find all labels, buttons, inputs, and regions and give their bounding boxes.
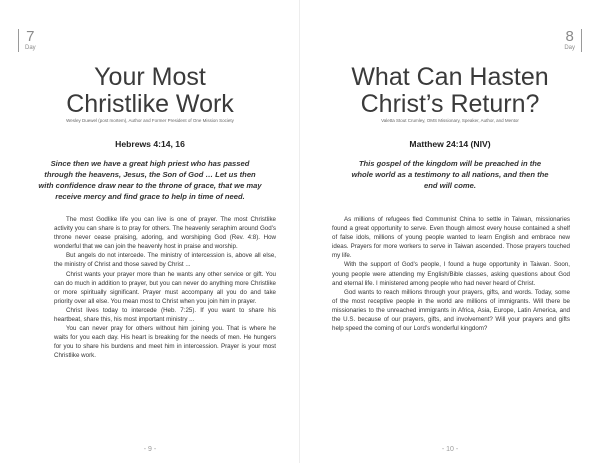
body-paragraph: But angels do not intercede. The ministry of intercession is, above all else, the ministry of Christ and those saved by Christ ... (54, 252, 276, 269)
title-line-1: What Can Hasten (351, 63, 549, 91)
body-paragraph: God wants to reach millions through your prayers, gifts, and words. Today, some of the most receptive people in the world are millions of immigrants. Will there be missionaries to the unreached immigrants in Africa, Asia, Europe, Latin America, and the U.S. because of our prayers, gifts, and involvement? Will your prayers and gifts help speed the coming of our Lord’s wonderful kingdom? (332, 288, 570, 333)
page-number: - 10 - (441, 446, 459, 453)
day-label: Day (564, 45, 575, 51)
body-paragraph: You can never pray for others without him joining you. That is where he waits for you each day. His heart is breaking for the needs of men. He hungers for you to share his burdens and meet him in intercession. Prayer is your most Christlike work. (54, 325, 276, 360)
scripture-reference: Matthew 24:14 (NIV) (409, 139, 491, 149)
body-paragraph: As millions of refugees fled Communist China to settle in Taiwan, missionaries found a great opportunity to serve. Even though almost every house contained a shelf of false idols, millions of young people wanted to learn English and embrace new ideas. Prayers for more workers to serve in Taiwan ascended. Those prayers touched my life. (332, 216, 570, 260)
body-paragraph: Christ wants your prayer more than he wants any other service or gift. You can do much in addition to prayer, but you can never do anything more Christlike or more spiritually significant. Prayer must accompany all you do and take priority over all else. You mean most to Christ when you join him in prayer. (54, 270, 276, 305)
devotional-title (0, 64, 300, 118)
devotional-body (332, 215, 570, 333)
author-credit: Valetta Stout Crumley, OMS Missionary, Speaker, Author, and Mentor (381, 118, 519, 123)
title-line-2: Christ’s Return? (360, 90, 540, 118)
devotional-body (54, 215, 276, 361)
body-paragraph: Christ lives today to intercede (Heb. 7:25). If you want to share his heartbeat, share this, his most important ministry ... (54, 306, 276, 324)
body-paragraph: With the support of God’s people, I found a huge opportunity in Taiwan. Soon, young people were attending my English/Bible classes, asking questions about God and eternal life. I ministered among people who had never heard of Christ. (332, 261, 570, 287)
day-number: 7 (26, 28, 35, 45)
scripture-quote: Since then we have a great high priest who has passed through the heavens, Jesus, the Son of God … Let us then with confidence draw near to the throne of grace, that we may receive mercy and find grace to help in time of need. (38, 159, 262, 201)
day-label: Day (25, 45, 36, 51)
day-marker (18, 29, 36, 52)
devotional-title (300, 64, 600, 118)
scripture-quote: This gospel of the kingdom will be preached in the whole world as a testimony to all nations, and then the end will come. (351, 159, 549, 190)
scripture-reference: Hebrews 4:14, 16 (115, 139, 185, 149)
page-number: - 9 - (143, 446, 157, 453)
day-marker (564, 29, 582, 52)
body-paragraph: The most Godlike life you can live is one of prayer. The most Christlike activity you can share is to pray for others. The heavenly seraphim around God’s throne never cease praising, adoring, and worshiping God (Rev. 4:8). How wonderful that we can join the heavenly host in praise and worship. (54, 216, 276, 251)
title-line-1: Your Most (94, 63, 206, 91)
title-line-2: Christlike Work (66, 90, 234, 118)
author-credit: Wesley Duewel (post mortem), Author and Former President of One Mission Society (66, 118, 234, 123)
day-number: 8 (565, 28, 574, 45)
right-page (300, 0, 600, 463)
